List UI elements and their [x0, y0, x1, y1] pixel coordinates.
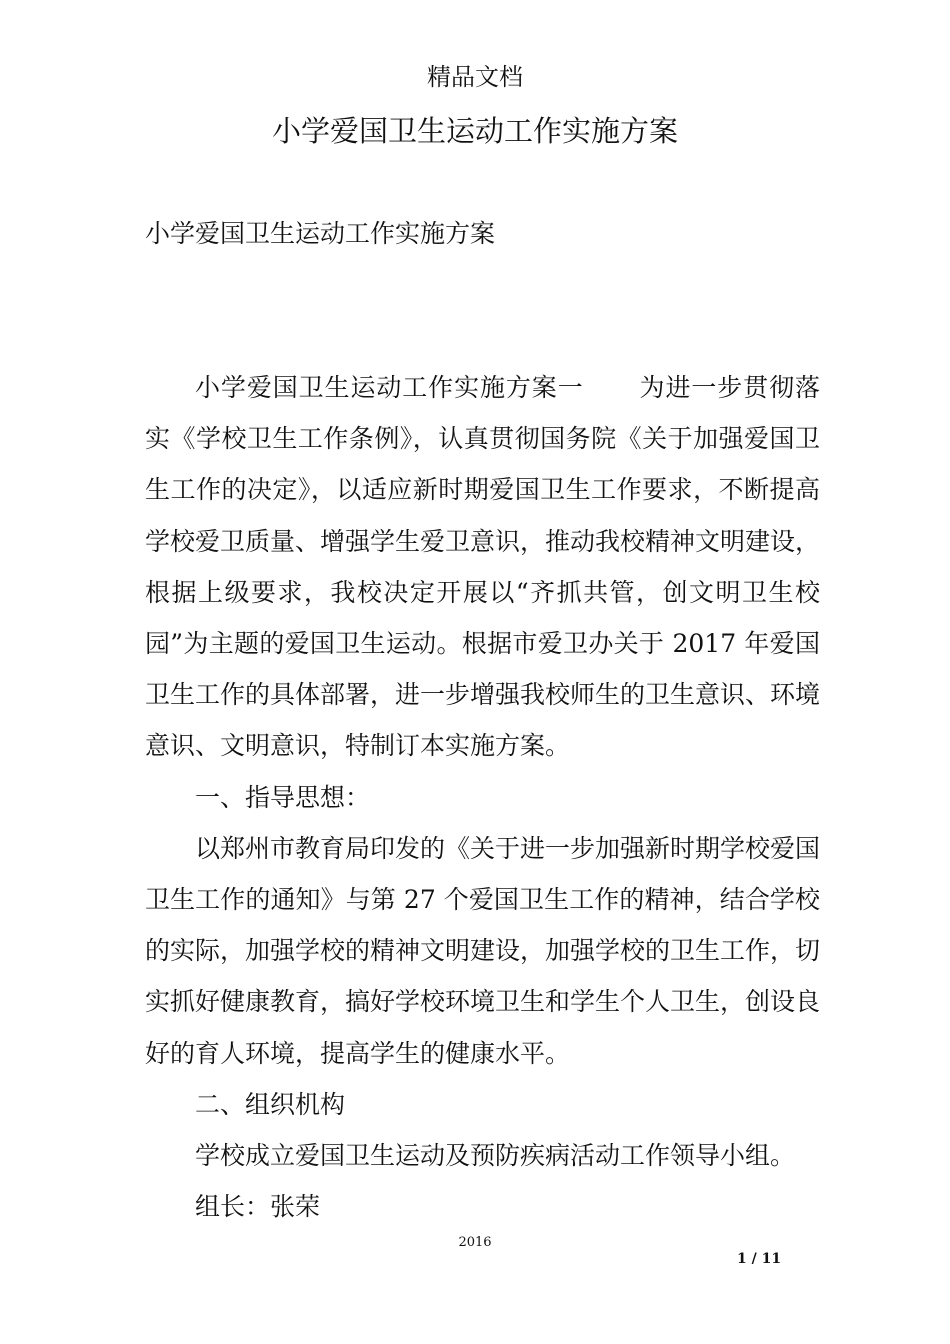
section1-paragraph: 以郑州市教育局印发的《关于进一步加强新时期学校爱国卫生工作的通知》与第 27 个爱国卫生工作的精神，结合学校的实际，加强学校的精神文明建设，加强学校的卫生工作，切实抓好健康教育，搞好学校环境卫生和学生个人卫生，创设良好的育人环境，提高学生的健康水平。 — [145, 833, 821, 1068]
document-subtitle: 小学爱国卫生运动工作实施方案 — [145, 219, 496, 248]
document-title: 小学爱国卫生运动工作实施方案 — [271, 114, 678, 148]
footer-year: 2016 — [458, 1235, 492, 1250]
header-tag: 精品文档 — [427, 63, 523, 91]
intro-lead: 小学爱国卫生运动工作实施方案一 — [195, 373, 584, 402]
page-number: 1 / 11 — [737, 1251, 782, 1267]
section2-paragraph: 学校成立爱国卫生运动及预防疾病活动工作领导小组。 — [195, 1141, 796, 1171]
leader-line: 组长：张荣 — [195, 1192, 321, 1222]
section2-heading: 二、组织机构 — [195, 1089, 346, 1119]
intro-paragraph — [145, 362, 820, 772]
section1-heading: 一、指导思想： — [195, 782, 371, 812]
intro-rest: 为进一步贯彻落实《学校卫生工作条例》，认真贯彻国务院《关于加强爱国卫生工作的决定》，以适应新时期爱国卫生工作要求，不断提高学校爱卫质量、增强学生爱卫意识，推动我校精神文明建设，根据上级要求，我校决定开展以“齐抓共管，创文明卫生校园”为主题的爱国卫生运动。根据市爱卫办关于 2017 年爱国卫生工作的具体部署，进一步增强我校师生的卫生意识、环境意识、文明意识，特制订本实施方案。 — [145, 373, 821, 761]
document-body — [145, 362, 820, 1232]
